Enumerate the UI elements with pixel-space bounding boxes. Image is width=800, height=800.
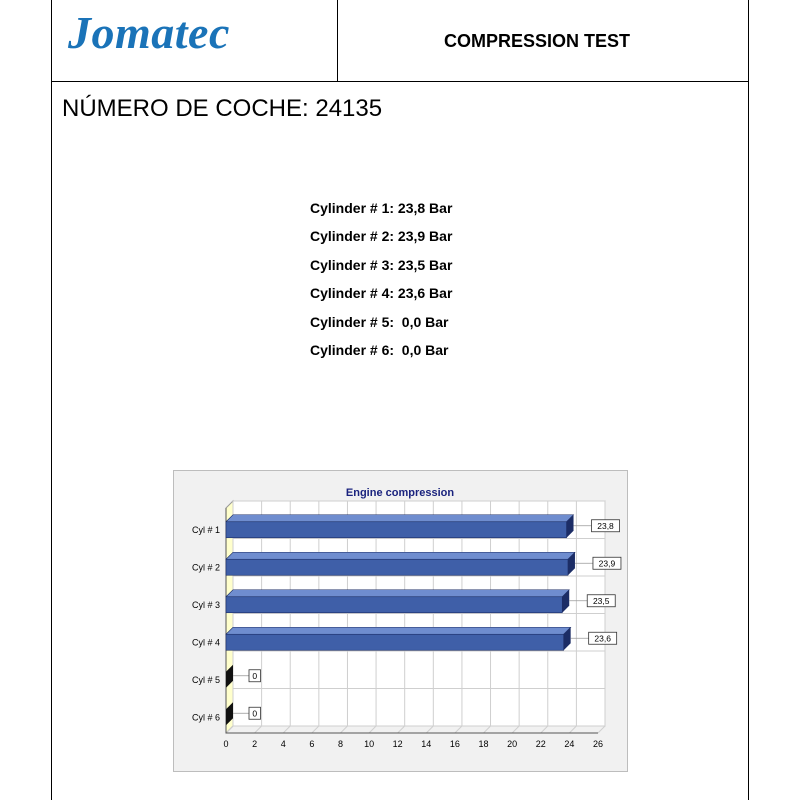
chart-tick-label: 22 — [535, 739, 546, 749]
chart-tick-label: 20 — [507, 739, 518, 749]
cylinder-reading: Cylinder # 1: 23,8 Bar — [310, 200, 453, 216]
chart-tick-label: 4 — [280, 739, 286, 749]
document-title: COMPRESSION TEST — [443, 31, 631, 51]
chart-bar — [226, 522, 567, 538]
cylinder-reading: Cylinder # 6: 0,0 Bar — [310, 341, 449, 358]
chart-data-label: 23,9 — [598, 558, 616, 569]
chart-tick-label: 24 — [564, 739, 575, 749]
header-divider-horizontal — [51, 81, 749, 82]
chart-gridline — [340, 726, 347, 733]
chart-data-label: 0 — [252, 670, 258, 681]
chart-tick-label: 2 — [252, 739, 258, 749]
cylinder-reading: Cylinder # 5: 0,0 Bar — [310, 313, 449, 330]
chart-tick-label: 12 — [392, 739, 403, 749]
chart-bar-top — [226, 515, 574, 522]
chart-gridline — [541, 726, 548, 733]
chart-bar — [226, 634, 564, 650]
chart-gridline — [398, 726, 405, 733]
chart-tick-label: 0 — [223, 739, 229, 749]
chart-tick-label: 8 — [337, 739, 343, 749]
chart-tick-label: 18 — [478, 739, 489, 749]
chart-tick-label: 16 — [449, 739, 460, 749]
chart-bar — [226, 559, 568, 575]
cylinder-reading: Cylinder # 2: 23,9 Bar — [310, 228, 453, 245]
cylinder-readings — [310, 198, 452, 368]
chart-tick-label: 14 — [421, 739, 432, 749]
chart-gridline — [598, 726, 605, 733]
chart-category-label: Cyl # 1 — [191, 524, 220, 535]
cylinder-reading: Cylinder # 3: 23,5 Bar — [310, 256, 453, 273]
chart-category-label: Cyl # 6 — [191, 712, 220, 723]
chart-gridline — [312, 726, 319, 733]
chart-data-label: 23,8 — [597, 520, 614, 531]
chart-tick-label: 6 — [309, 739, 315, 749]
chart-gridline — [369, 726, 376, 733]
chart-title: Engine compression — [345, 487, 455, 499]
chart-data-label: 23,5 — [592, 595, 610, 606]
chart-category-label: Cyl # 5 — [191, 674, 220, 685]
company-logo: Jomatec — [68, 7, 230, 58]
chart-gridline — [455, 726, 462, 733]
chart-gridline — [484, 726, 491, 733]
car-number: NÚMERO DE COCHE: 24135 — [62, 95, 383, 122]
chart-bar — [226, 597, 562, 613]
chart-category-label: Cyl # 4 — [191, 637, 220, 648]
chart-data-label: 0 — [252, 708, 258, 719]
chart-tick-label: 26 — [592, 739, 604, 749]
chart-gridline — [255, 726, 262, 733]
cylinder-reading: Cylinder # 4: 23,6 Bar — [310, 285, 453, 302]
chart-category-label: Cyl # 3 — [191, 599, 220, 610]
chart-svg — [174, 471, 627, 771]
chart-bar-top — [226, 552, 575, 559]
chart-category-label: Cyl # 2 — [191, 562, 220, 573]
chart-gridline — [283, 726, 290, 733]
chart-gridline — [426, 726, 433, 733]
chart-tick-label: 10 — [364, 739, 375, 749]
chart-bar-top — [226, 590, 569, 597]
engine-compression-chart — [173, 470, 628, 772]
chart-bar-top — [226, 627, 571, 634]
chart-gridline — [569, 726, 576, 733]
chart-gridline — [512, 726, 519, 733]
chart-data-label: 23,6 — [594, 633, 611, 644]
